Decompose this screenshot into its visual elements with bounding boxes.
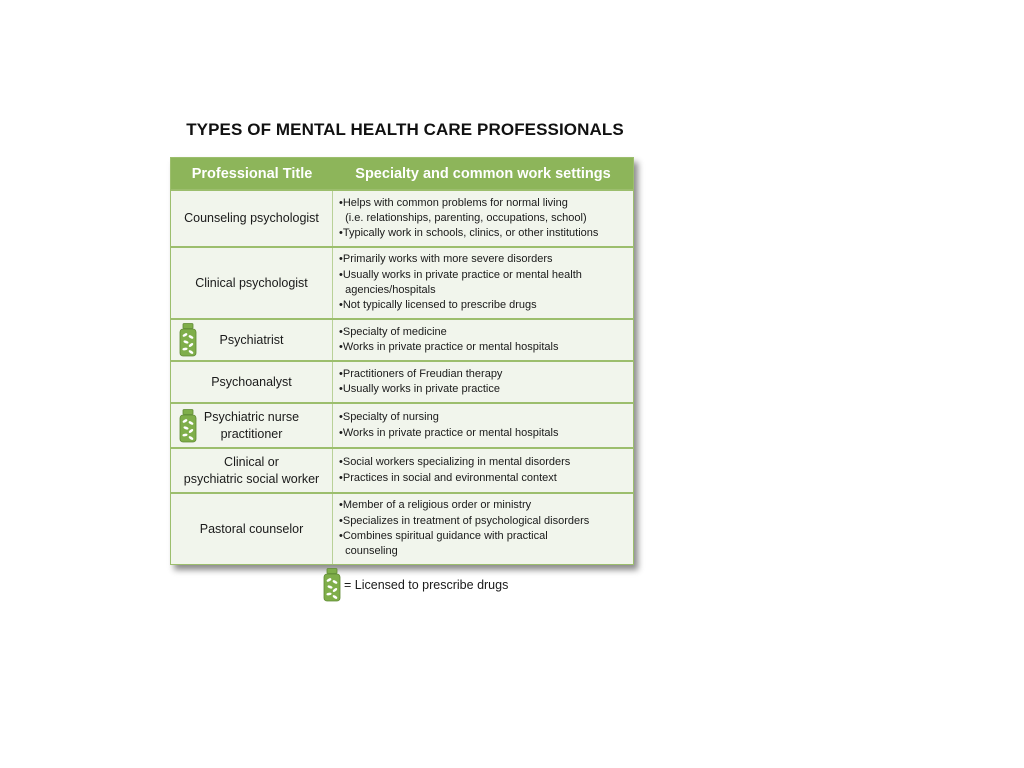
professional-title (184, 454, 319, 488)
professional-title-cell (171, 449, 333, 492)
table-row (171, 189, 633, 246)
specialty-bullet: •Primarily works with more severe disorders (339, 253, 553, 266)
professional-title-cell (171, 362, 333, 402)
professional-title (204, 409, 299, 443)
specialty-cell (333, 320, 633, 360)
header-professional-title: Professional Title (191, 165, 313, 182)
professional-title-cell (171, 404, 333, 447)
pill-bottle-icon (323, 568, 341, 602)
professional-title-line: practitioner (220, 426, 283, 441)
table-row (171, 492, 633, 564)
specialty-bullet: •Specializes in treatment of psychological disorders (339, 514, 590, 527)
specialty-bullet: •Combines spiritual guidance with practical (339, 530, 548, 542)
specialty-cell (333, 191, 633, 246)
specialty-bullet: •Specialty of medicine (339, 325, 447, 338)
specialty-cell (333, 248, 633, 318)
professional-title-line: Psychiatric nurse (203, 409, 300, 424)
table-row (171, 447, 633, 492)
table-row (171, 246, 633, 318)
specialty-cell (333, 404, 633, 447)
specialty-bullet: •Usually works in private practice or mental health (339, 268, 582, 281)
specialty-bullet: •Specialty of nursing (339, 411, 439, 424)
table-row (171, 360, 633, 402)
specialty-bullet: •Typically work in schools, clinics, or other institutions (339, 227, 599, 240)
professional-title: Clinical psychologist (195, 275, 308, 290)
professional-title-cell (171, 191, 333, 246)
professional-title-cell (171, 320, 333, 360)
specialty-bullet: •Works in private practice or mental hospitals (339, 426, 559, 439)
header-specialty: Specialty and common work settings (355, 165, 611, 182)
specialty-cell (333, 494, 633, 564)
professionals-table (170, 157, 634, 565)
professional-title-cell (171, 248, 333, 318)
specialty-bullet: •Not typically licensed to prescribe drugs (339, 299, 537, 312)
professional-title-line: Clinical or (224, 454, 279, 469)
professional-title: Pastoral counselor (199, 521, 304, 536)
professional-title-cell (171, 494, 333, 564)
specialty-bullet: •Works in private practice or mental hospitals (339, 341, 559, 353)
table-row (171, 402, 633, 447)
legend-text: = Licensed to prescribe drugs (344, 578, 509, 592)
specialty-bullet: •Helps with common problems for normal living (339, 196, 568, 209)
professional-title: Psychiatrist (219, 332, 284, 347)
specialty-bullet: •Practitioners of Freudian therapy (339, 367, 503, 380)
table-header (171, 158, 633, 189)
specialty-bullet: •Member of a religious order or ministry (339, 499, 532, 512)
page-title: TYPES OF MENTAL HEALTH CARE PROFESSIONALS (186, 120, 624, 139)
pill-bottle-icon (179, 409, 197, 443)
professional-title: Psychoanalyst (211, 374, 292, 389)
table-row (171, 318, 633, 360)
specialty-bullet: (i.e. relationships, parenting, occupations, school) (339, 211, 587, 224)
professional-title: Counseling psychologist (184, 211, 319, 225)
specialty-bullet: agencies/hospitals (339, 284, 436, 296)
professional-title-line: psychiatric social worker (183, 471, 320, 486)
pill-bottle-icon (179, 323, 197, 357)
legend (323, 567, 508, 603)
specialty-bullet: •Practices in social and evironmental context (339, 471, 557, 484)
specialty-bullet: counseling (339, 545, 398, 558)
specialty-cell (333, 449, 633, 492)
specialty-cell (333, 362, 633, 402)
specialty-bullet: •Social workers specializing in mental disorders (339, 456, 571, 469)
specialty-bullet: •Usually works in private practice (339, 383, 500, 395)
